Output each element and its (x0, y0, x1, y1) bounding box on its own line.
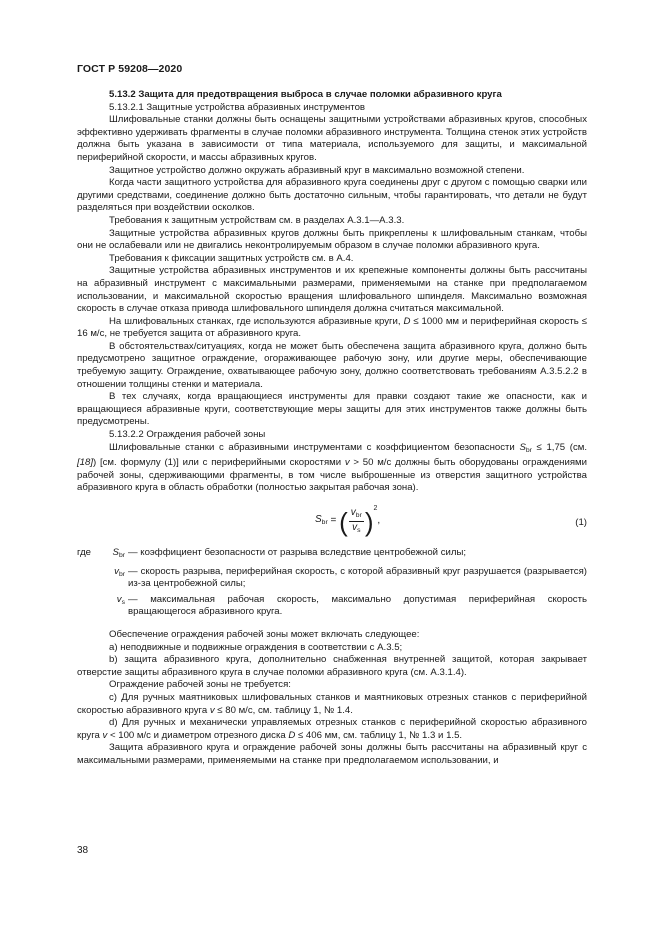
list-item-b: b) защита абразивного круга, дополнительно снабженная внутренней защитой, которая закрывает отверстие защиты абразивного круга в случае поломки абразивного круга (см. А.3.1.4). (77, 654, 587, 678)
paragraph: Защитное устройство должно окружать абразивный круг в максимально возможной степени. (109, 164, 525, 176)
definition-text: — максимальная рабочая скорость, максимально допустимая периферийная скорость вращающегося абразивного круга. (128, 593, 587, 618)
symbol-sbr: $S_{br}$ (519, 441, 532, 454)
formula-equals: = (327, 515, 340, 527)
symbol-d: D (288, 729, 296, 741)
formula-1 (77, 503, 587, 541)
definition-lead (77, 594, 104, 619)
symbol-v: v (102, 729, 108, 741)
page-body (77, 89, 587, 768)
definition-item (77, 547, 587, 563)
formula-exponent: 2 (373, 505, 378, 513)
definition-text: — коэффициент безопасности от разрыва вследствие центробежной силы; (128, 547, 467, 558)
formula-expression (315, 507, 380, 536)
paragraph: Требования к фиксации защитных устройств см. в А.4. (109, 252, 354, 264)
definition-symbol: $v_{br}$ (114, 565, 125, 578)
definition-item (77, 566, 587, 591)
list-item-c (77, 692, 587, 717)
paragraph: Ограждение рабочей зоны не требуется: (109, 679, 291, 691)
right-paren: ) (364, 506, 374, 537)
formula-lhs: $S_{br}$ (315, 513, 328, 526)
text-run: ≤ 406 мм, см. таблицу 1, № 1.3 и 1.5. (295, 729, 463, 741)
text-run: > 50 м/с должны быть оборудованы ограждениями рабочей зоны, сдерживающими фрагменты, в том числе выброшенные из отверстия защитного устройства абразивного круга в область обработки (полностью закрытая рабочая зона). (77, 457, 587, 494)
definition-lead: где (77, 547, 92, 558)
text-run: ≤ 1000 мм и периферийная скорость ≤ 16 м/с, не требуется защита от абразивного круга. (77, 315, 587, 340)
document-header: ГОСТ Р 59208—2020 (77, 63, 183, 75)
text-run: < 100 м/с и диаметром отрезного диска (107, 729, 289, 741)
text-run: Шлифовальные станки с абразивными инструментами с коэффициентом безопасности (109, 441, 520, 453)
formula-number: (1) (575, 517, 587, 528)
section-heading: 5.13.2 Защита для предотвращения выброса в случае поломки абразивного круга (109, 89, 502, 100)
text-run: d) Для ручных и механически управляемых отрезных станков с периферийной скоростью абразивного круга (77, 717, 587, 741)
paragraph: В обстоятельствах/ситуациях, когда не может быть обеспечена защита абразивного круга, должно быть предусмотрено защитное ограждение, огораживающее рабочую зону, или другие меры, обеспечивающие требуемую защиту. Ограждение, охватывающее рабочую зону, должно соответствовать требованиям А.3.5.2.2 в отношении толщины стенки и материала. (77, 340, 587, 390)
paragraph: В тех случаях, когда вращающиеся инструменты для правки создают такие же опасности, как и вращающиеся абразивные круги, соответствующие меры защиты для этих инструментов также должны быть предусмотрены. (77, 391, 587, 428)
fraction-denominator: $v_s$ (352, 522, 361, 534)
paragraph: Требования к защитным устройствам см. в разделах А.3.1—А.3.3. (109, 214, 405, 226)
list-item-d (77, 717, 587, 742)
formula-fraction (349, 507, 364, 536)
paragraph (77, 316, 587, 341)
paragraph: Шлифовальные станки должны быть оснащены защитными устройствами абразивных кругов, способных эффективно удерживать фрагменты в случае поломки абразивного инструмента. Толщина стенок этих устройств должна быть указана в зависимости от типа материала, используемого для защиты, и максимальной периферийной скорости, и массы абразивных кругов. (77, 114, 587, 163)
definition-symbol: $S_{br}$ (112, 547, 125, 559)
paragraph: Защитные устройства абразивных кругов должны быть прикреплены к шлифовальным станкам, чтобы они не ослабевали или не двигались неконтролируемым образом в случае поломки абразивного круга. (77, 227, 587, 252)
definition-symbol: $v_s$ (116, 593, 125, 606)
fraction-numerator: $v_{br}$ (349, 507, 364, 522)
citation-ref: [18] (77, 457, 94, 469)
definition-item (77, 594, 587, 619)
definitions-list (77, 547, 587, 619)
formula-comma: , (377, 515, 381, 527)
left-paren: ( (339, 506, 348, 537)
paragraph: Защита абразивного круга и ограждение рабочей зоны должны быть рассчитаны на абразивный круг с максимальными размерами, применяемыми на станке при предполагаемом использовании, и (77, 742, 587, 766)
symbol-v: v (344, 457, 350, 469)
subsection-title: 5.13.2.1 Защитные устройства абразивных инструментов (109, 101, 366, 113)
page-number: 38 (77, 845, 89, 856)
text-run: На шлифовальных станках, где используются абразивные круги, (109, 315, 404, 327)
subsection-title: 5.13.2.2 Ограждения рабочей зоны (109, 429, 266, 441)
symbol-d: D (403, 315, 411, 327)
text-run: c) Для ручных маятниковых шлифовальных станков и маятниковых отрезных станков с периферийной скоростью абразивного круга (77, 691, 587, 716)
paragraph: Защитные устройства абразивных инструментов и их крепежные компоненты должны быть рассчитаны на абразивный инструмент с максимальными размерами, применяемыми на станке при предполагаемом использовании, и максимальной скоростью вращения шлифовального шпинделя. Максимально возможная скорость в случае отказа привода шлифовального шпинделя должна считаться максимальной. (77, 265, 587, 315)
text-run: ≤ 1,75 (см. (531, 441, 588, 453)
paragraph (77, 442, 587, 495)
definition-lead (77, 566, 104, 591)
text-run: ) [см. формулу (1)] или с периферийными скоростями (93, 457, 345, 469)
symbol-v: v (209, 704, 215, 716)
list-item-a: а) неподвижные и подвижные ограждения в соответствии с А.3.5; (109, 641, 403, 653)
paragraph: Обеспечение ограждения рабочей зоны может включать следующее: (109, 628, 420, 640)
paragraph: Когда части защитного устройства для абразивного круга соединены друг с другом с помощью сварки или другими средствами, соединение должно быть достаточно сильным, чтобы гарантировать, что детали не будут разделяться при воздействии осколков. (77, 177, 587, 214)
definition-text: — скорость разрыва, периферийная скорость, с которой абразивный круг разрушается (разрывается) из-за центробежной силы; (128, 565, 587, 590)
text-run: ≤ 80 м/с, см. таблицу 1, № 1.4. (214, 704, 353, 716)
